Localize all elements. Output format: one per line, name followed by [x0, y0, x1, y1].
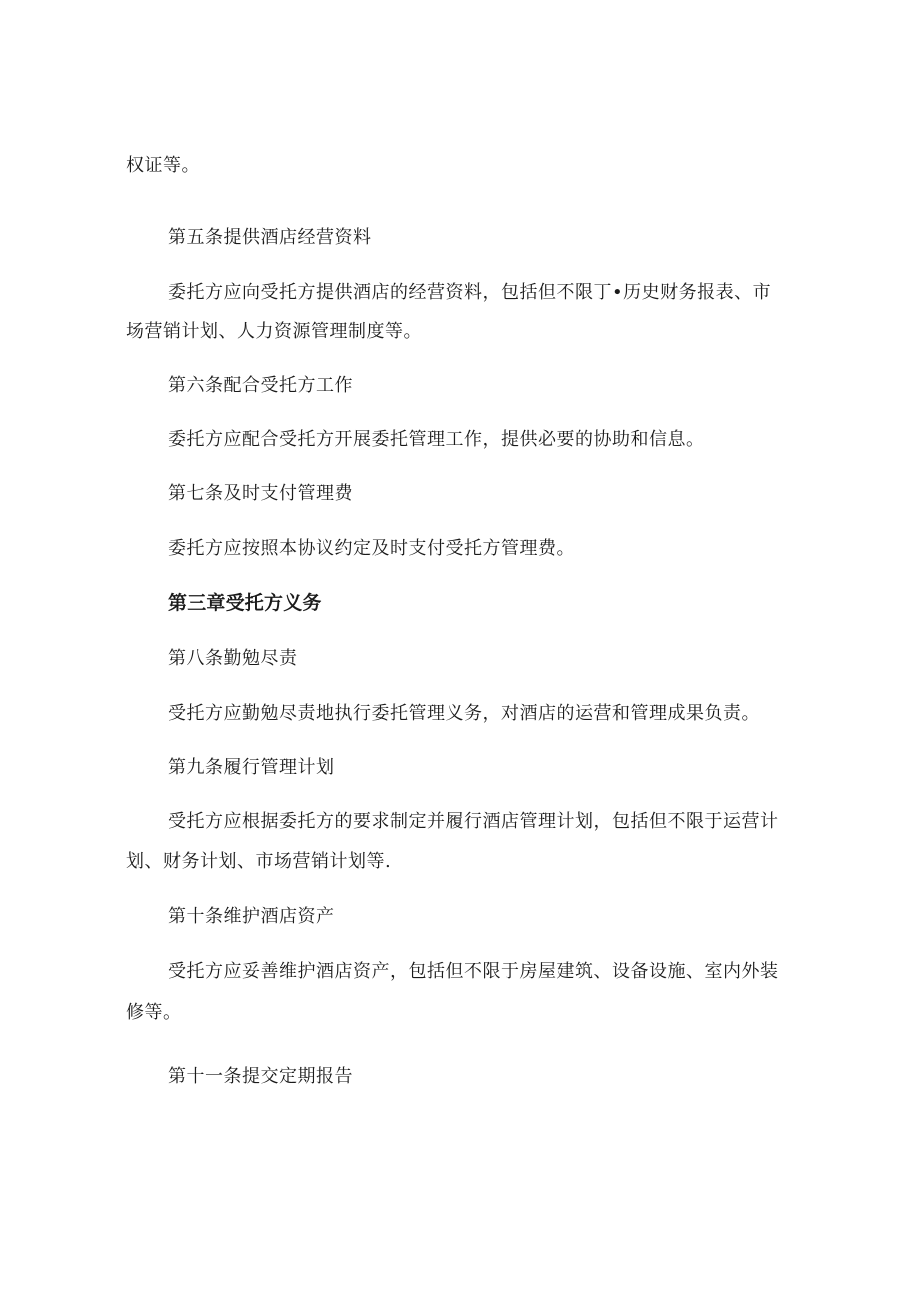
article-11-heading: 第十一条提交定期报告	[168, 1066, 353, 1087]
paragraph-continuation: 权证等。	[126, 155, 200, 176]
article-6-heading: 第六条配合受托方工作	[168, 375, 353, 396]
article-10-body-line-2: 修等。	[126, 1002, 182, 1023]
article-6-body: 委托方应配合受托方开展委托管理工作，提供必要的协助和信息。	[168, 429, 705, 450]
article-9-body-line-1: 受托方应根据委托方的要求制定并履行酒店管理计划，包括但不限于运营计	[168, 811, 779, 832]
article-9-heading: 第九条履行管理计划	[168, 757, 335, 778]
article-9-body-line-2: 划、财务计划、市场营销计划等.	[126, 851, 392, 872]
article-5-heading: 第五条提供酒店经营资料	[168, 227, 372, 248]
article-5-body-line-2: 场营销计划、人力资源管理制度等。	[126, 321, 422, 342]
article-8-body: 受托方应勤勉尽责地执行委托管理义务，对酒店的运营和管理成果负责。	[168, 703, 760, 724]
article-10-body-line-1: 受托方应妥善维护酒店资产，包括但不限于房屋建筑、设备设施、室内外装	[168, 961, 779, 982]
chapter-3-heading: 第三章受托方义务	[168, 592, 322, 614]
article-7-heading: 第七条及时支付管理费	[168, 483, 353, 504]
article-10-heading: 第十条维护酒店资产	[168, 906, 335, 927]
article-5-body-line-1: 委托方应向受托方提供酒店的经营资料，包括但不限丁•历史财务报表、市	[168, 282, 772, 303]
article-8-heading: 第八条勤勉尽责	[168, 648, 298, 669]
article-7-body: 委托方应按照本协议约定及时支付受托方管理费。	[168, 538, 575, 559]
